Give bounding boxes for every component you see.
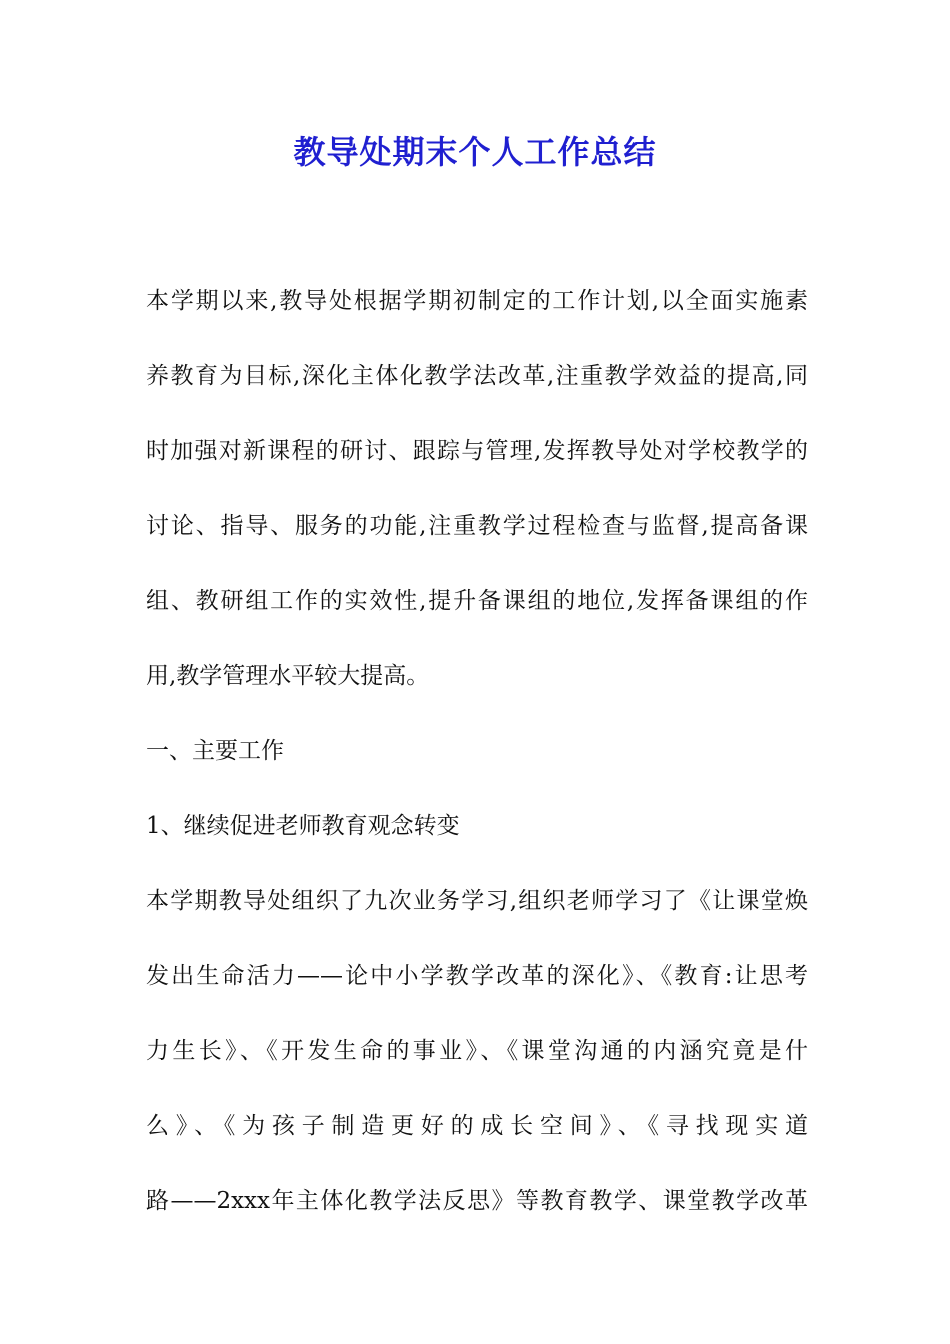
- paragraph-line: 发出生命活力——论中小学教学改革的深化》、《教育:让思考: [146, 963, 808, 989]
- paragraph-line: 本学期以来,教导处根据学期初制定的工作计划,以全面实施素: [146, 288, 808, 314]
- paragraph-line: 时加强对新课程的研讨、跟踪与管理,发挥教导处对学校教学的: [146, 438, 808, 464]
- paragraph-line: 么》、《为孩子制造更好的成长空间》、《寻找现实道: [146, 1113, 808, 1139]
- paragraph-line: 组、教研组工作的实效性,提升备课组的地位,发挥备课组的作: [146, 588, 808, 614]
- paragraph-line: 本学期教导处组织了九次业务学习,组织老师学习了《让课堂焕: [146, 888, 808, 914]
- paragraph-line: 讨论、指导、服务的功能,注重教学过程检查与监督,提高备课: [146, 513, 808, 539]
- paragraph-line: 力生长》、《开发生命的事业》、《课堂沟通的内涵究竟是什: [146, 1038, 808, 1064]
- subsection-heading: 1、继续促进老师教育观念转变: [146, 813, 460, 839]
- section-heading: 一、主要工作: [146, 738, 284, 764]
- document-title: 教导处期末个人工作总结: [293, 133, 657, 171]
- paragraph-line: 养教育为目标,深化主体化教学法改革,注重教学效益的提高,同: [146, 363, 808, 389]
- document-body: [146, 264, 808, 1239]
- paragraph-line: 路——2xxx年主体化教学法反思》等教育教学、课堂教学改革: [146, 1188, 808, 1214]
- paragraph-line: 用,教学管理水平较大提高。: [146, 663, 430, 689]
